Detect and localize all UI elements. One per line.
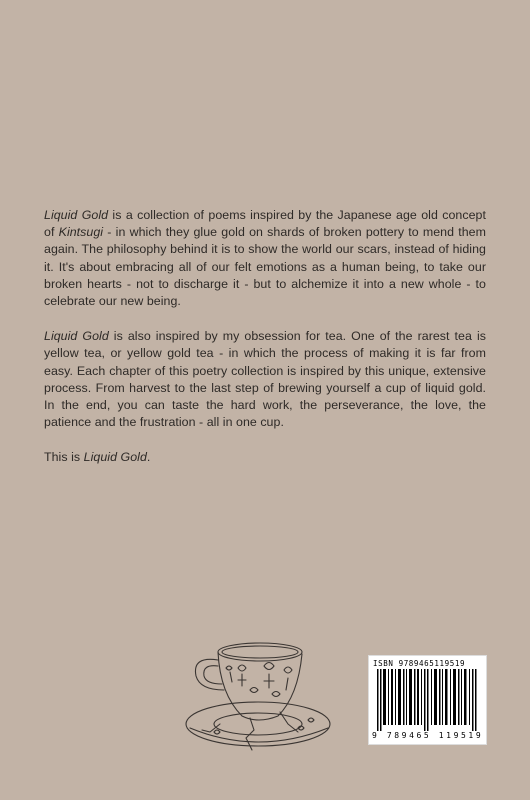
isbn-digits: 9 789465 119519 [372, 731, 484, 740]
teacup-saucer-icon [180, 628, 340, 768]
kintsugi-term: Kintsugi [58, 225, 104, 240]
blurb-paragraph-3: This is Liquid Gold. [44, 450, 151, 465]
blurb-paragraph-1: Liquid Gold is a collection of poems inspired by the Japanese age old concept of Kintsugi - in which they glue gold on shards of broken pottery to mend them again. The philosophy behind it is to show the world our scars, instead of hiding it. It's about embracing all of our felt emotions as a human being, to take our broken hearts - not to discharge it - but to alchemize it into a new whole - to celebrate our new being. [44, 208, 486, 309]
blurb-paragraph-2: Liquid Gold is also inspired by my obsession for tea. One of the rarest tea is yellow tea, or yellow gold tea - in which the process of making it is far from easy. Each chapter of this poetry collection is inspired by this unique, extensive process. From harvest to the last step of brewing yourself a cup of liquid gold. In the end, you can taste the hard work, the perseverance, the love, the patience and the frustration - all in one cup. [44, 329, 486, 430]
book-title: Liquid Gold [83, 450, 147, 465]
isbn-barcode [368, 655, 487, 745]
isbn-label: ISBN 9789465119519 [373, 659, 466, 668]
book-title: Liquid Gold [44, 208, 109, 222]
barcode-bars-icon [377, 669, 479, 731]
blurb-text [44, 207, 486, 485]
book-title: Liquid Gold [44, 329, 109, 344]
